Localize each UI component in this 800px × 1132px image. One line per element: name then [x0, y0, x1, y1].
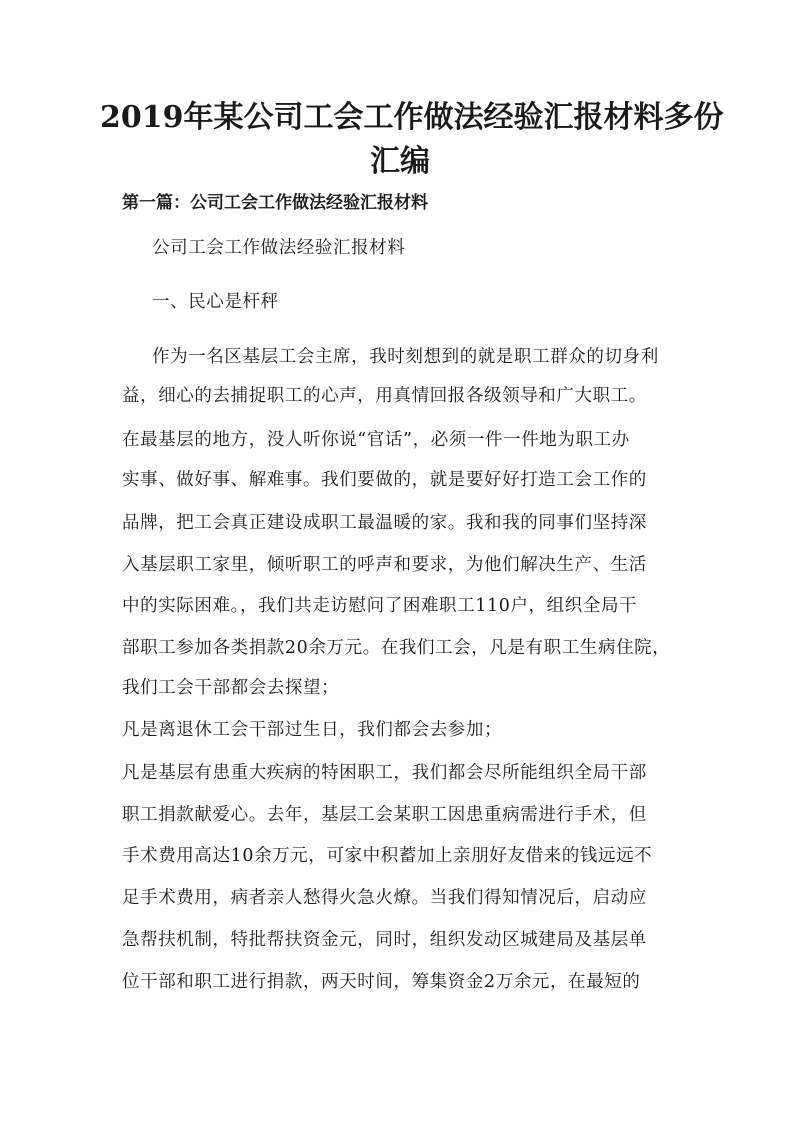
point-one-heading: 一、民心是杆秤	[152, 292, 279, 312]
body-line: 在最基层的地方，没人听你说“官话”，必须一件一件地为职工办	[122, 430, 630, 450]
body-line: 中的实际困难。，我们共走访慰问了困难职工110户，组织全局干	[122, 596, 638, 616]
body-line: 益，细心的去捕捉职工的心声，用真情回报各级领导和广大职工。	[122, 386, 647, 406]
body-line: 品牌，把工会真正建设成职工最温暖的家。我和我的同事们坚持深	[122, 513, 647, 533]
subtitle: 公司工会工作做法经验汇报材料	[152, 238, 406, 258]
section-heading: 第一篇：公司工会工作做法经验汇报材料	[122, 193, 428, 213]
body-line: 位干部和职工进行捐款，两天时间，筹集资金2万余元，在最短的	[122, 972, 641, 992]
body-line: 部职工参加各类捐款20余万元。在我们工会，凡是有职工生病住院，	[122, 638, 671, 658]
body-line: 作为一名区基层工会主席，我时刻想到的就是职工群众的切身利	[152, 347, 659, 367]
body-line: 实事、做好事、解难事。我们要做的，就是要好好打造工会工作的	[122, 470, 647, 490]
body-line: 足手术费用，病者亲人愁得火急火燎。当我们得知情况后，启动应	[122, 888, 647, 908]
body-line: 急帮扶机制，特批帮扶资金元，同时，组织发动区城建局及基层单	[122, 930, 647, 950]
body-line: 凡是离退休工会干部过生日，我们都会去参加；	[122, 720, 503, 740]
body-line: 手术费用高达10余万元，可家中积蓄加上亲朋好友借来的钱远远不	[122, 846, 653, 866]
body-line: 凡是基层有患重大疾病的特困职工，我们都会尽所能组织全局干部	[122, 763, 647, 783]
body-line: 我们工会干部都会去探望；	[122, 678, 340, 698]
body-line: 职工捐款献爱心。去年，基层工会某职工因患重病需进行手术，但	[122, 805, 647, 825]
body-line: 入基层职工家里，倾听职工的呼声和要求，为他们解决生产、生活	[122, 555, 647, 575]
document-title-line-2: 汇编	[370, 144, 430, 179]
document-title-line-1: 2019年某公司工会工作做法经验汇报材料多份	[100, 100, 724, 135]
